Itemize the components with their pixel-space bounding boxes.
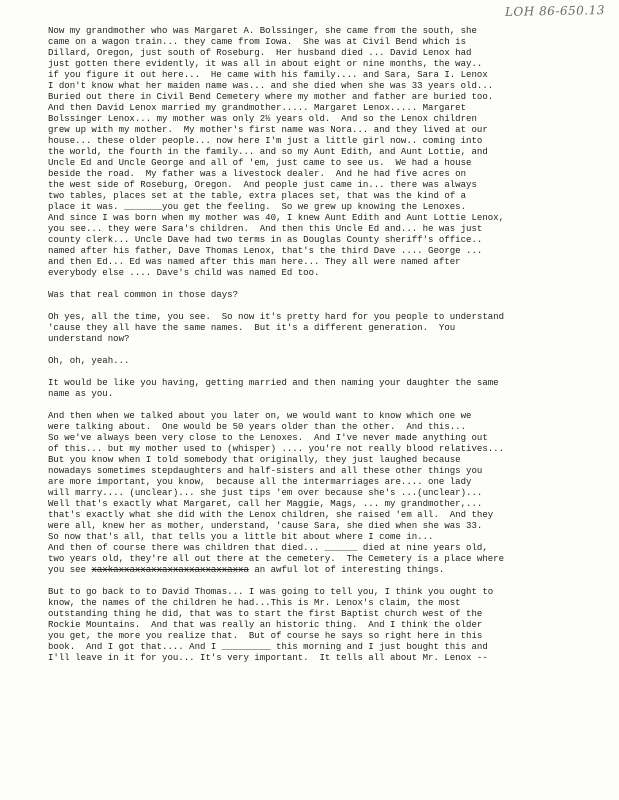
text-line: that's exactly what she did with the Lenox children, she raised 'em all. And they — [48, 509, 494, 520]
text-line: And since I was born when my mother was 40, I knew Aunt Edith and Aunt Lottie Lenox, — [48, 212, 505, 223]
text-line: the world, the fourth in the family... and so my Aunt Edith, and Aunt Lottie, and — [48, 146, 488, 157]
text-line: the west side of Roseburg, Oregon. And people just came in... there was always — [48, 179, 477, 190]
text-line: and then Ed... Ed was named after this man here... They all were named after — [48, 256, 461, 267]
text-line: So now that's all, that tells you a little bit about where I come in... — [48, 531, 434, 542]
text-line: you see... they were Sara's children. And then this Uncle Ed and... he was just — [48, 223, 483, 234]
text-line: Dillard, Oregon, just south of Roseburg. Her husband died ... David Lenox had — [48, 47, 472, 58]
text-line: came on a wagon train... they came from Iowa. She was at Civil Bend which is — [48, 36, 467, 47]
text-line: Uncle Ed and Uncle George and all of 'em, just came to see us. We had a house — [48, 157, 472, 168]
text-line: It would be like you having, getting married and then naming your daughter the same — [48, 377, 499, 388]
text-line: Oh yes, all the time, you see. So now it's pretty hard for you people to understand — [48, 311, 505, 322]
paragraph-4 — [48, 355, 603, 366]
text-line: So we've always been very close to the Lenoxes. And I've never made anything out — [48, 432, 488, 443]
text-line: outstanding thing he did, that was to start the first Baptist church west of the — [48, 608, 483, 619]
text-line: Rockie Mountains. And that was really an historic thing. And I think the older — [48, 619, 483, 630]
text-line: were talking about. One would be 50 years older than the other. And this... — [48, 421, 467, 432]
text-line: if you figure it out here... He came with his family.... and Sara, Sara I. Lenox — [48, 69, 488, 80]
text-line: beside the road. My father was a livestock dealer. And he had five acres on — [48, 168, 467, 179]
text-line: Now my grandmother who was Margaret A. Bolssinger, she came from the south, she — [48, 25, 477, 36]
archive-stamp: LOH 86-650.13 — [504, 3, 606, 19]
struck-text-line — [48, 564, 603, 575]
paragraph-7 — [48, 586, 603, 663]
text-line: just gotten there evidently, it was all in about eight or nine months, the way.. — [48, 58, 483, 69]
text-line: I don't know what her maiden name was... and she died when she was 33 years old... — [48, 80, 494, 91]
text-line: Bolssinger Lenox... my mother was only 2½ years old. And so the Lenox children — [48, 113, 477, 124]
text-line: And then David Lenox married my grandmother..... Margaret Lenox..... Margaret — [48, 102, 467, 113]
text-line: know, the names of the children he had...This is Mr. Lenox's claim, the most — [48, 597, 461, 608]
text-line: But you know when I told somebody that originally, they just laughed because — [48, 454, 461, 465]
text-line: grew up with my mother. My mother's first name was Nora... and they lived at our — [48, 124, 488, 135]
text-line: two years old, they're all out there at the cemetery. The Cemetery is a place where — [48, 553, 505, 564]
paragraph-2 — [48, 289, 603, 300]
text-line: Buried out there in Civil Bend Cemetery where my mother and father are buried too. — [48, 91, 494, 102]
text-line: Was that real common in those days? — [48, 289, 239, 300]
text-line: you get, the more you realize that. But of course he says so right here in this — [48, 630, 483, 641]
text-line: book. And I got that.... And I _________ this morning and I just bought this and — [48, 641, 488, 652]
text-line: nowadays sometimes stepdaughters and half-sisters and all these other things you — [48, 465, 483, 476]
text-line: place it was. _______you get the feeling. So we grew up knowing the Lenoxes. — [48, 201, 467, 212]
text-line: two tables, places set at the table, extra places set, that was the kind of a — [48, 190, 467, 201]
text-segment: an awful lot of interesting things. — [248, 564, 445, 575]
paragraph-3 — [48, 311, 603, 344]
text-line: county clerk... Uncle Dave had two terms in as Douglas County sheriff's office.. — [48, 234, 483, 245]
text-line: Oh, oh, yeah... — [48, 355, 130, 366]
text-line: And then of course there was children that died... ______ died at nine years old, — [48, 542, 488, 553]
text-line: are more important, you know, because all the intermarriages are.... one lady — [48, 476, 472, 487]
text-line: 'cause they all have the same names. But it's a different generation. You — [48, 322, 456, 333]
text-line: I'll leave in it for you... It's very important. It tells all about Mr. Lenox -- — [48, 652, 488, 663]
text-segment: you see — [48, 564, 92, 575]
struck-out-text: xaxkaxxaxxaxxaxxaxxaxxaxxaxxa — [91, 564, 249, 575]
paragraph-6 — [48, 410, 603, 575]
text-line: of this... but my mother used to (whisper) .... you're not really blood relatives... — [48, 443, 505, 454]
text-line: house... these older people... now here I'm just a little girl now.. coming into — [48, 135, 483, 146]
paragraph-5 — [48, 377, 603, 399]
text-line: named after his father, Dave Thomas Lenox, that's the third Dave .... George ... — [48, 245, 483, 256]
text-line: will marry.... (unclear)... she just tips 'em over because she's ...(unclear)... — [48, 487, 483, 498]
text-line: name as you. — [48, 388, 114, 399]
text-line: everybody else .... Dave's child was named Ed too. — [48, 267, 320, 278]
text-line: But to go back to to David Thomas... I was going to tell you, I think you ought to — [48, 586, 494, 597]
text-line: Well that's exactly what Margaret, call her Maggie, Mags, ... my grandmother,... — [48, 498, 483, 509]
text-line: understand now? — [48, 333, 130, 344]
text-line: And then when we talked about you later on, we would want to know which one we — [48, 410, 472, 421]
text-line: were all, knew her as mother, understand, 'cause Sara, she died when she was 33. — [48, 520, 483, 531]
paragraph-1 — [48, 25, 603, 278]
transcript-body — [48, 25, 603, 674]
